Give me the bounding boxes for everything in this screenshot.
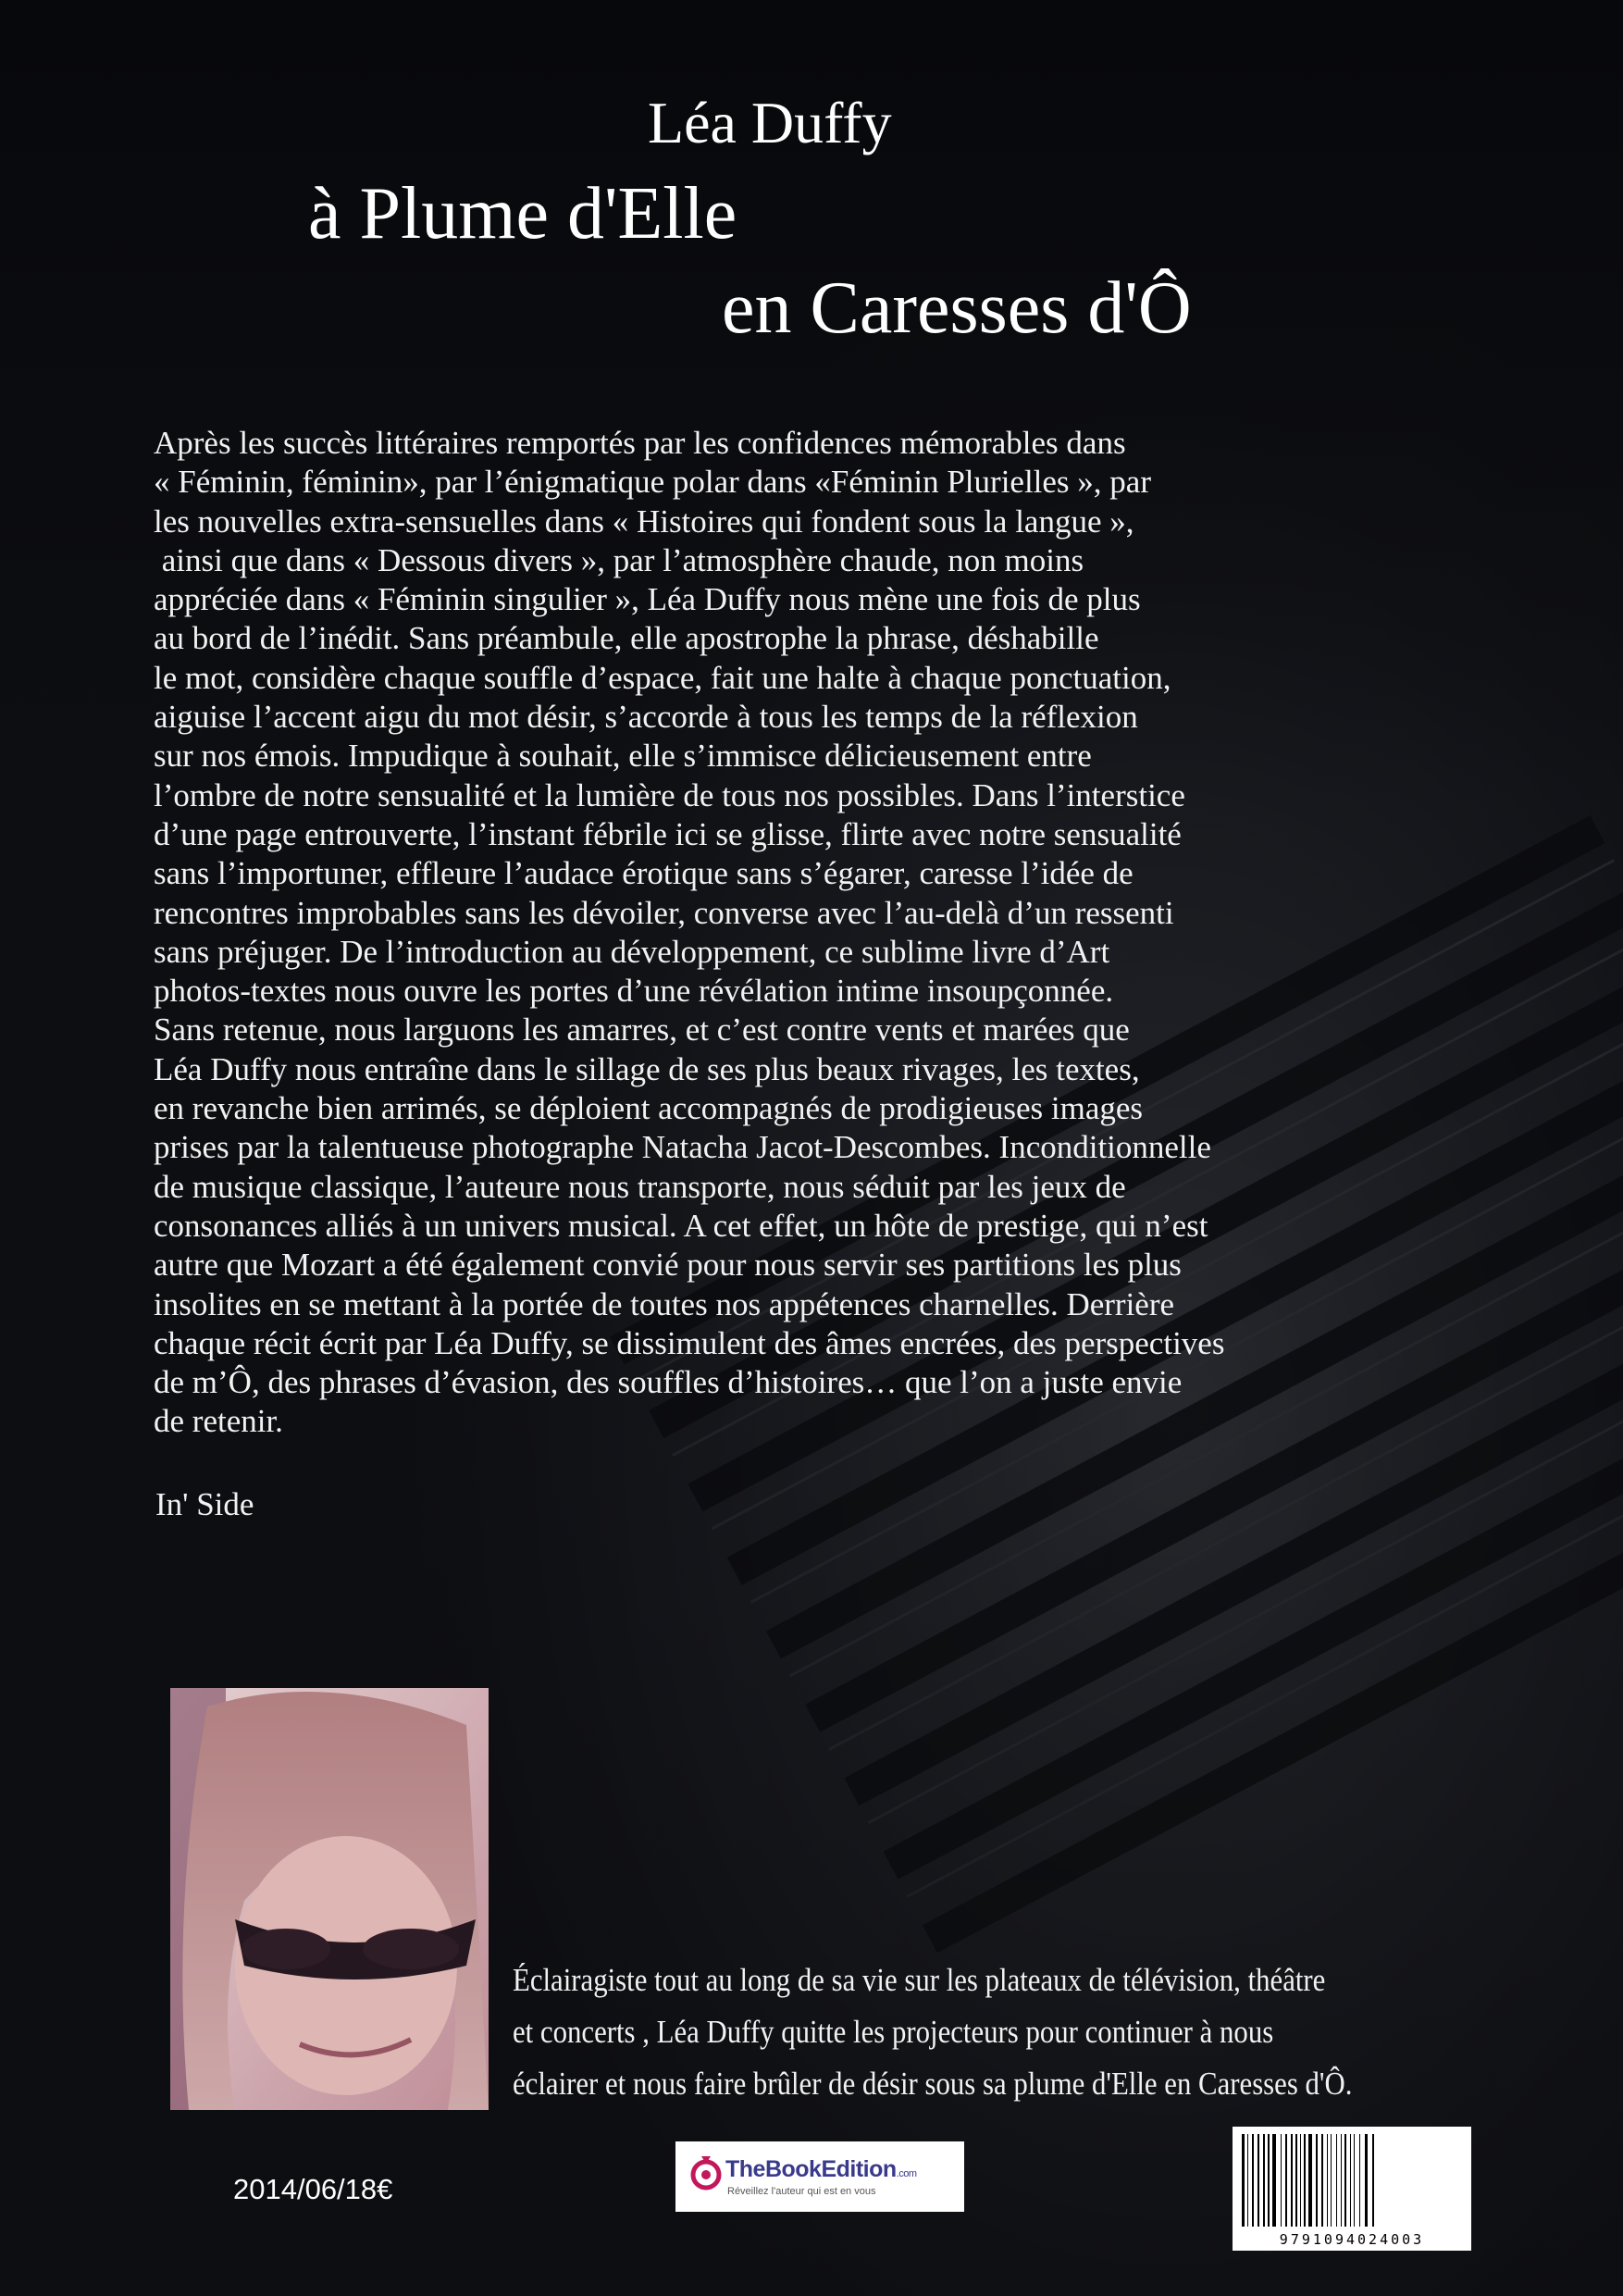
blurb-line: d’une page entrouverte, l’instant fébrile ici se glisse, flirte avec notre sensualité [154, 815, 1182, 852]
blurb-line: de m’Ô, des phrases d’évasion, des souffles d’histoires… que l’on a juste envie [154, 1364, 1183, 1401]
blurb-line: l’ombre de notre sensualité et la lumière de tous nos possibles. Dans l’interstice [154, 776, 1185, 813]
blurb-line: appréciée dans « Féminin singulier », Léa Duffy nous mène une fois de plus [154, 581, 1141, 618]
blurb-line: autre que Mozart a été également convié pour nous servir ses partitions les plus [154, 1247, 1182, 1284]
barcode-bar [1365, 2134, 1368, 2227]
publisher-logo [675, 2141, 964, 2212]
barcode-bar [1272, 2134, 1276, 2227]
author-name: Léa Duffy [648, 90, 892, 155]
barcode-bar [1281, 2134, 1282, 2227]
blurb-line: « Féminin, féminin», par l’énigmatique polar dans «Féminin Plurielles », par [154, 464, 1151, 501]
blurb-line: ainsi que dans « Dessous divers », par l’atmosphère chaude, non moins [154, 541, 1084, 578]
barcode-bar [1300, 2134, 1301, 2227]
barcode-bar [1344, 2134, 1346, 2227]
blurb-line: sans l’importuner, effleure l’audace érotique sans s’égarer, caresse l’idée de [154, 855, 1134, 892]
barcode-bar [1331, 2134, 1332, 2227]
barcode-bar [1242, 2134, 1245, 2227]
blurb-line: consonances alliés à un univers musical. A cet effet, un hôte de prestige, qui n’est [154, 1207, 1208, 1244]
blurb-line: photos-textes nous ouvre les portes d’une révélation intime insoupçonnée. [154, 973, 1114, 1010]
blurb-line: Léa Duffy nous entraîne dans le sillage de ses plus beaux rivages, les textes, [154, 1050, 1140, 1087]
barcode-bar [1327, 2134, 1328, 2227]
publication-reference: 2014/06/18€ [233, 2173, 393, 2205]
isbn-barcode [1233, 2127, 1471, 2251]
blurb-line: prises par la talentueuse photographe Natacha Jacot-Descombes. Inconditionnelle [154, 1129, 1211, 1166]
barcode-bar [1350, 2134, 1351, 2227]
bio-line: Éclairagiste tout au long de sa vie sur les plateaux de télévision, théâtre [513, 1962, 1326, 1998]
blurb-line: sur nos émois. Impudique à souhait, elle s’immisce délicieusement entre [154, 738, 1092, 775]
blurb-line: de retenir. [154, 1403, 283, 1440]
barcode-bar [1268, 2134, 1270, 2227]
barcode-bar [1341, 2134, 1342, 2227]
blurb-line: les nouvelles extra-sensuelles dans « Histoires qui fondent sous la langue », [154, 503, 1134, 540]
barcode-digits: 9791094024003 [1279, 2231, 1425, 2248]
publisher-logo-icon [690, 2153, 722, 2195]
barcode-bar [1295, 2134, 1297, 2227]
barcode-bar [1372, 2134, 1374, 2227]
barcode-bar [1304, 2134, 1306, 2227]
author-photo [170, 1688, 489, 2110]
bio-line: éclairer et nous faire brûler de désir sous sa plume d'Elle en Caresses d'Ô. [513, 2066, 1353, 2102]
blurb-line: insolites en se mettant à la portée de toutes nos appétences charnelles. Derrière [154, 1285, 1175, 1322]
barcode-bar [1336, 2134, 1337, 2227]
barcode-bar [1285, 2134, 1287, 2227]
barcode-bars [1240, 2134, 1464, 2227]
author-bio [513, 1955, 1449, 2110]
blurb-line: rencontres improbables sans les dévoiler, converse avec l’au-delà d’un ressenti [154, 894, 1174, 931]
barcode-bar [1308, 2134, 1312, 2227]
blurb-line: au bord de l’inédit. Sans préambule, elle apostrophe la phrase, déshabille [154, 620, 1099, 657]
blurb-line: chaque récit écrit par Léa Duffy, se dissimulent des âmes encrées, des perspectives [154, 1324, 1225, 1361]
blurb-line: aiguise l’accent aigu du mot désir, s’accorde à tous les temps de la réflexion [154, 699, 1138, 736]
blurb-line: le mot, considère chaque souffle d’espace, fait une halte à chaque ponctuation, [154, 659, 1171, 696]
barcode-bar [1247, 2134, 1248, 2227]
blurb-line: sans préjuger. De l’introduction au développement, ce sublime livre d’Art [154, 933, 1110, 970]
barcode-bar [1252, 2134, 1254, 2227]
publisher-tagline: Réveillez l'auteur qui est en vous [727, 2186, 876, 2197]
barcode-bar [1258, 2134, 1259, 2227]
barcode-bar [1354, 2134, 1355, 2227]
barcode-bar [1321, 2134, 1323, 2227]
barcode-bar [1263, 2134, 1265, 2227]
barcode-bar [1291, 2134, 1293, 2227]
back-cover-blurb [154, 424, 1468, 1442]
publisher-name: TheBookEdition.com [725, 2156, 917, 2182]
barcode-bar [1316, 2134, 1318, 2227]
book-title-line-1: à Plume d'Elle [308, 173, 737, 254]
blurb-signature: In' Side [155, 1486, 254, 1522]
bio-line: et concerts , Léa Duffy quitte les projecteurs pour continuer à nous [513, 2014, 1274, 2050]
blurb-line: Après les succès littéraires remportés par les confidences mémorables dans [154, 425, 1126, 461]
blurb-line: de musique classique, l’auteure nous transporte, nous séduit par les jeux de [154, 1168, 1126, 1205]
barcode-bar [1359, 2134, 1360, 2227]
blurb-line: Sans retenue, nous larguons les amarres, et c’est contre vents et marées que [154, 1011, 1130, 1049]
blurb-line: en revanche bien arrimés, se déploient accompagnés de prodigieuses images [154, 1090, 1144, 1127]
book-title-line-2: en Caresses d'Ô [722, 267, 1192, 349]
